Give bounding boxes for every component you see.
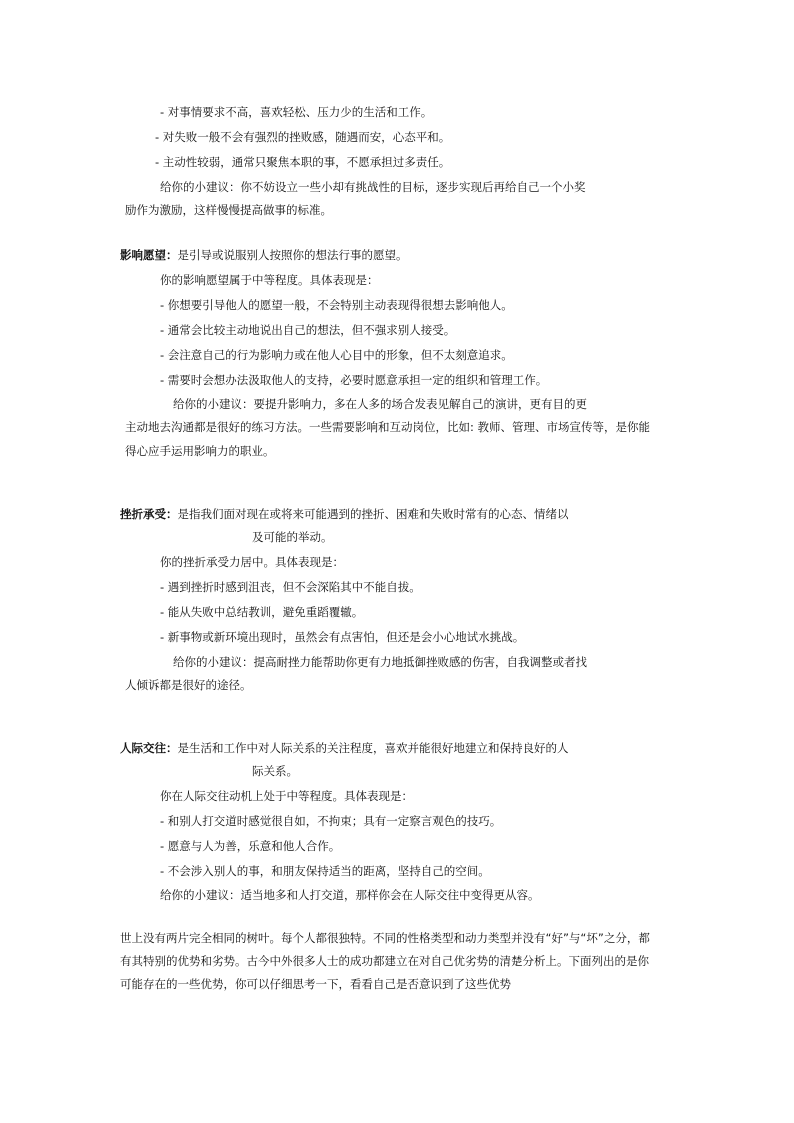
list-item: - 会注意自己的行为影响力或在他人心目中的形象，但不太刻意追求。 <box>160 348 513 362</box>
term-label: 影响愿望： <box>120 248 178 262</box>
term-definition: 是指我们面对现在或将来可能遇到的挫折、困难和失败时常有的心态、情绪以 <box>177 507 569 521</box>
level-text: 你在人际交往动机上处于中等程度。具体表现是： <box>160 789 413 803</box>
level-text: 你的影响愿望属于中等程度。具体表现是： <box>160 273 379 287</box>
list-item: - 对事情要求不高，喜欢轻松、压力少的生活和工作。 <box>160 105 433 119</box>
paragraph-line: 世上没有两片完全相同的树叶。每个人都很独特。不同的性格类型和动力类型并没有“好”与“坏”之分，都 <box>120 931 650 945</box>
term-definition: 际关系。 <box>252 764 298 778</box>
list-item: - 不会涉入别人的事，和朋友保持适当的距离，坚持自己的空间。 <box>160 864 490 878</box>
list-item: - 主动性较弱，通常只聚焦本职的事，不愿承担过多责任。 <box>155 155 451 169</box>
list-item: - 遇到挫折时感到沮丧，但不会深陷其中不能自拔。 <box>160 580 421 594</box>
list-item: - 愿意与人为善，乐意和他人合作。 <box>160 839 341 853</box>
term-definition: 是引导或说服别人按照你的想法行事的愿望。 <box>177 248 408 262</box>
advice-text: 给你的小建议：要提升影响力，多在人多的场合发表见解自己的演讲，更有目的更 <box>173 397 587 411</box>
list-item: - 能从失败中总结教训，避免重蹈覆辙。 <box>160 605 364 619</box>
advice-text: 给你的小建议：提高耐挫力能帮助你更有力地抵御挫败感的伤害，自我调整或者找 <box>173 655 587 669</box>
list-item: - 和别人打交道时感觉很自如，不拘束；具有一定察言观色的技巧。 <box>160 814 502 828</box>
advice-text: 励作为激励，这样慢慢提高做事的标准。 <box>125 203 332 217</box>
list-item: - 你想要引导他人的愿望一般，不会特别主动表现得很想去影响他人。 <box>160 298 513 312</box>
paragraph-line: 可能存在的一些优势，你可以仔细思考一下，看看自己是否意识到了这些优势 <box>120 977 511 991</box>
term-label: 挫折承受： <box>120 507 178 521</box>
list-item: - 对失败一般不会有强烈的挫败感，随遇而安，心态平和。 <box>155 130 451 144</box>
advice-text: 给你的小建议：适当地多和人打交道，那样你会在人际交往中变得更从容。 <box>160 888 540 902</box>
list-item: - 需要时会想办法汲取他人的支持，必要时愿意承担一定的组织和管理工作。 <box>160 373 548 387</box>
term-label: 人际交往： <box>120 741 178 755</box>
term-definition: 及可能的举动。 <box>252 530 333 544</box>
section-heading <box>120 247 408 263</box>
list-item: - 新事物或新环境出现时，虽然会有点害怕，但还是会小心地试水挑战。 <box>160 630 525 644</box>
section-heading <box>120 740 569 756</box>
list-item: - 通常会比较主动地说出自己的想法，但不强求别人接受。 <box>160 323 456 337</box>
term-definition: 是生活和工作中对人际关系的关注程度，喜欢并能很好地建立和保持良好的人 <box>177 741 569 755</box>
advice-text: 人倾诉都是很好的途径。 <box>125 678 252 692</box>
advice-text: 得心应手运用影响力的职业。 <box>125 444 275 458</box>
advice-text: 给你的小建议：你不妨设立一些小却有挑战性的目标，逐步实现后再给自己一个小奖 <box>160 180 586 194</box>
section-heading <box>120 506 569 522</box>
paragraph-line: 有其特别的优势和劣势。古今中外很多人士的成功都建立在对自己优劣势的清楚分析上。下面列出的是你 <box>120 954 649 968</box>
level-text: 你的挫折承受力居中。具体表现是： <box>160 555 344 569</box>
advice-text: 主动地去沟通都是很好的练习方法。一些需要影响和互动岗位，比如: 教师、管理、市场宣传等，是你能 <box>125 420 651 434</box>
